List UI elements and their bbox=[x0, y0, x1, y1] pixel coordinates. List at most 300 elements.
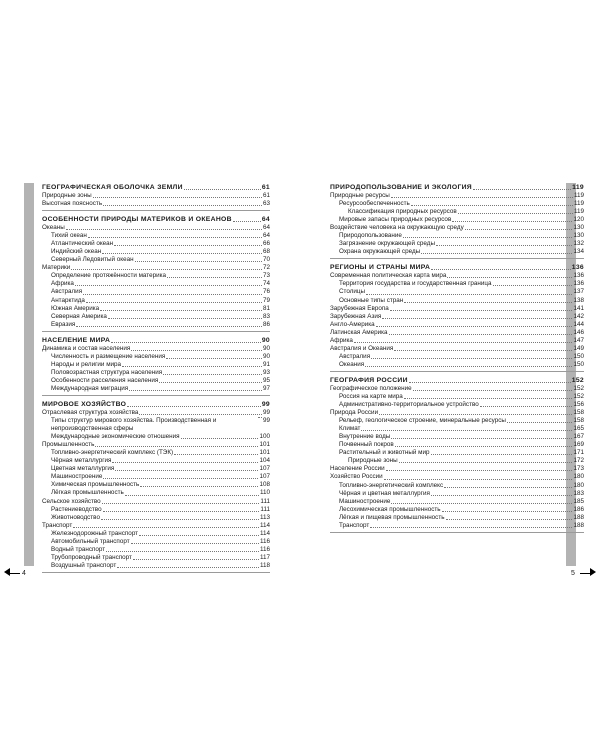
toc-entry-title: Северный Ледовитый океан bbox=[51, 256, 134, 264]
toc-entry bbox=[42, 554, 270, 562]
toc-entry bbox=[42, 297, 270, 305]
dot-leader bbox=[391, 197, 573, 198]
toc-section-heading bbox=[42, 183, 270, 192]
page-rule-left bbox=[8, 573, 20, 574]
dot-leader bbox=[480, 406, 573, 407]
dot-leader bbox=[386, 470, 573, 471]
toc-section bbox=[330, 263, 584, 372]
dot-leader bbox=[114, 245, 262, 246]
toc-entry-page: 99 bbox=[262, 417, 270, 425]
toc-section-heading bbox=[42, 215, 270, 224]
toc-entry bbox=[42, 200, 270, 208]
toc-entry bbox=[42, 449, 270, 457]
dot-leader bbox=[391, 438, 572, 439]
toc-entry bbox=[330, 401, 584, 409]
dot-leader bbox=[473, 189, 571, 190]
toc-entry-title: Особенности расселения населения bbox=[51, 376, 159, 384]
dot-leader bbox=[102, 253, 262, 254]
toc-entry bbox=[42, 473, 270, 481]
toc-entry-page: 61 bbox=[262, 192, 270, 199]
dot-leader bbox=[409, 382, 571, 383]
toc-entry-title: Растительный и животный мир bbox=[339, 449, 430, 457]
toc-entry-title: Промышленность bbox=[42, 441, 95, 449]
dot-leader bbox=[71, 269, 262, 270]
toc-entry-title: ГЕОГРАФИЯ РОССИИ bbox=[330, 376, 408, 384]
toc-entry-title: Чёрная и цветная металлургия bbox=[339, 489, 430, 497]
toc-entry bbox=[330, 297, 584, 305]
toc-entry-title: Материки bbox=[42, 264, 71, 272]
toc-entry-page: 158 bbox=[573, 417, 584, 425]
toc-section bbox=[330, 183, 584, 259]
dot-leader bbox=[399, 462, 573, 463]
dot-leader bbox=[101, 519, 259, 520]
toc-entry-page: 180 bbox=[573, 481, 584, 489]
toc-entry-page: 86 bbox=[262, 320, 270, 328]
dot-leader bbox=[122, 366, 262, 367]
dot-leader bbox=[135, 261, 262, 262]
dot-leader bbox=[354, 342, 573, 343]
toc-entry bbox=[42, 385, 270, 393]
toc-section-heading bbox=[42, 400, 270, 409]
toc-entry-title: Африка bbox=[51, 280, 74, 288]
toc-entry bbox=[42, 224, 270, 232]
toc-entry bbox=[42, 457, 270, 465]
toc-entry-page: 172 bbox=[573, 457, 584, 465]
toc-entry-title: Основные типы стран bbox=[339, 296, 404, 304]
toc-entry-title: Хозяйство России bbox=[330, 473, 383, 481]
dot-leader bbox=[493, 285, 573, 286]
toc-entry-title: Народы и религии мира bbox=[51, 360, 122, 368]
toc-entry-page: 173 bbox=[573, 465, 584, 473]
dot-leader bbox=[384, 479, 573, 480]
toc-entry-title: Внутренние воды bbox=[339, 433, 391, 441]
dot-leader bbox=[174, 454, 258, 455]
toc-entry-title: Англо-Америка bbox=[330, 320, 375, 328]
dot-leader bbox=[102, 503, 260, 504]
dot-leader bbox=[366, 294, 572, 295]
toc-section-heading bbox=[330, 376, 584, 385]
toc-entry-page: 150 bbox=[573, 352, 584, 360]
toc-entry-page: 136 bbox=[573, 280, 584, 288]
toc-entry-page: 137 bbox=[573, 288, 584, 296]
toc-entry-title: Водный транспорт bbox=[51, 545, 106, 553]
toc-entry-title: Чёрная металлургия bbox=[51, 457, 112, 465]
toc-entry-page: 138 bbox=[573, 296, 584, 304]
toc-entry bbox=[42, 353, 270, 361]
toc-entry bbox=[330, 305, 584, 313]
toc-entry bbox=[42, 377, 270, 385]
toc-entry bbox=[42, 417, 270, 433]
toc-entry bbox=[330, 288, 584, 296]
dot-leader bbox=[507, 422, 573, 423]
dot-leader bbox=[117, 567, 259, 568]
toc-entry bbox=[330, 224, 584, 232]
dot-leader bbox=[258, 417, 262, 418]
dot-leader bbox=[431, 495, 573, 496]
toc-entry-page: 147 bbox=[573, 336, 584, 344]
toc-entry-title: Охрана окружающей среды bbox=[339, 248, 421, 256]
toc-entry-page: 152 bbox=[573, 384, 584, 392]
dot-leader bbox=[365, 366, 572, 367]
dot-leader bbox=[390, 310, 573, 311]
toc-entry-page: 114 bbox=[259, 521, 270, 529]
toc-entry bbox=[42, 288, 270, 296]
dot-leader bbox=[411, 205, 573, 206]
toc-entry-page: 188 bbox=[573, 513, 584, 521]
toc-section bbox=[42, 400, 270, 573]
toc-entry-title: Рельеф, геологическое строение, минеральные ресурсы bbox=[339, 417, 506, 425]
toc-entry-page: 91 bbox=[262, 360, 270, 368]
dot-leader bbox=[93, 197, 262, 198]
toc-entry-page: 99 bbox=[261, 400, 270, 408]
page-marker-left bbox=[4, 568, 10, 576]
toc-section bbox=[42, 215, 270, 332]
toc-entry-title: Загрязнение окружающей среды bbox=[339, 240, 435, 248]
dot-leader bbox=[115, 470, 258, 471]
toc-entry-page: 167 bbox=[573, 433, 584, 441]
toc-right-content bbox=[330, 183, 584, 537]
toc-entry-page: 117 bbox=[259, 553, 270, 561]
toc-entry-title: Трубопроводный транспорт bbox=[51, 553, 132, 561]
toc-entry-title: Океаны bbox=[42, 224, 65, 232]
dot-leader bbox=[446, 519, 573, 520]
toc-entry bbox=[42, 481, 270, 489]
toc-entry-title: Африка bbox=[330, 336, 353, 344]
dot-leader bbox=[73, 527, 259, 528]
dot-leader bbox=[442, 511, 573, 512]
dot-leader bbox=[76, 326, 262, 327]
toc-entry-page: 61 bbox=[261, 184, 270, 191]
toc-entry-page: 120 bbox=[573, 216, 584, 224]
toc-entry-page: 141 bbox=[573, 304, 584, 312]
toc-entry bbox=[330, 506, 584, 514]
dot-leader bbox=[106, 551, 259, 552]
toc-entry-title: Динамика и состав населения bbox=[42, 344, 131, 352]
toc-entry bbox=[42, 305, 270, 313]
dot-leader bbox=[371, 358, 572, 359]
toc-entry-title: Природопользование bbox=[339, 232, 402, 240]
dot-leader bbox=[436, 245, 572, 246]
toc-entry bbox=[330, 425, 584, 433]
toc-entry bbox=[330, 248, 584, 256]
dot-leader bbox=[233, 221, 261, 222]
toc-entry-page: 185 bbox=[573, 497, 584, 505]
toc-entry-page: 110 bbox=[259, 489, 270, 497]
dot-leader bbox=[86, 302, 262, 303]
toc-entry bbox=[330, 321, 584, 329]
toc-entry-page: 99 bbox=[262, 408, 270, 416]
toc-entry-title: Лесохимическая промышленность bbox=[339, 505, 441, 513]
toc-entry-page: 130 bbox=[573, 232, 584, 240]
toc-left-content bbox=[42, 183, 270, 577]
toc-entry-page: 108 bbox=[259, 481, 270, 489]
toc-entry bbox=[42, 192, 270, 200]
dot-leader bbox=[133, 559, 259, 560]
toc-entry-title: Высотная поясность bbox=[42, 200, 103, 208]
dot-leader bbox=[403, 237, 573, 238]
toc-entry-title: Определение протяжённости материка bbox=[51, 272, 167, 280]
toc-entry-title: Железнодорожный транспорт bbox=[51, 529, 139, 537]
dot-leader bbox=[139, 535, 259, 536]
toc-entry bbox=[330, 337, 584, 345]
toc-entry bbox=[330, 449, 584, 457]
toc-entry bbox=[42, 522, 270, 530]
toc-section-heading bbox=[42, 336, 270, 345]
toc-entry-title: Половозрастная структура населения bbox=[51, 368, 163, 376]
toc-entry-title: Климат bbox=[339, 425, 361, 433]
toc-entry-page: 152 bbox=[571, 376, 584, 384]
toc-entry bbox=[330, 353, 584, 361]
toc-entry bbox=[330, 473, 584, 481]
toc-entry-page: 100 bbox=[259, 433, 270, 441]
dot-leader bbox=[95, 446, 258, 447]
toc-entry-page: 107 bbox=[259, 465, 270, 473]
toc-entry-page: 113 bbox=[259, 513, 270, 521]
toc-entry-page: 132 bbox=[573, 240, 584, 248]
dot-leader bbox=[125, 495, 259, 496]
toc-entry-page: 119 bbox=[573, 200, 584, 208]
toc-entry-title: Ресурсообеспеченность bbox=[339, 200, 410, 208]
toc-entry bbox=[330, 457, 584, 465]
dot-leader bbox=[83, 294, 262, 295]
toc-entry bbox=[42, 465, 270, 473]
toc-entry bbox=[330, 361, 584, 369]
toc-entry-page: 107 bbox=[259, 473, 270, 481]
toc-entry bbox=[42, 272, 270, 280]
toc-entry-title: Население России bbox=[330, 465, 385, 473]
dot-leader bbox=[395, 446, 573, 447]
toc-entry-title: Автомобильный транспорт bbox=[51, 537, 130, 545]
page-marker-right bbox=[590, 568, 596, 576]
toc-entry bbox=[42, 433, 270, 441]
toc-entry-title: ОСОБЕННОСТИ ПРИРОДЫ МАТЕРИКОВ И ОКЕАНОВ bbox=[42, 216, 232, 224]
toc-entry-title: Численность и размещение населения bbox=[51, 352, 166, 360]
toc-entry-page: 64 bbox=[261, 216, 270, 224]
dot-leader bbox=[431, 269, 571, 270]
toc-entry bbox=[42, 441, 270, 449]
toc-entry-page: 76 bbox=[262, 288, 270, 296]
toc-entry-title: Индийский океан bbox=[51, 248, 102, 256]
toc-entry-page: 136 bbox=[573, 272, 584, 280]
toc-entry-title: Воздействие человека на окружающую среду bbox=[330, 224, 464, 232]
toc-section-heading bbox=[330, 263, 584, 272]
toc-entry-page: 93 bbox=[262, 368, 270, 376]
toc-entry-page: 156 bbox=[573, 401, 584, 409]
toc-entry-page: 119 bbox=[573, 208, 584, 216]
dot-leader bbox=[431, 454, 573, 455]
toc-entry-title: Географическое положение bbox=[330, 384, 412, 392]
toc-entry-title: Воздушный транспорт bbox=[51, 561, 117, 569]
page-number-right: 5 bbox=[571, 570, 575, 577]
toc-entry bbox=[42, 361, 270, 369]
dot-leader bbox=[458, 213, 573, 214]
toc-entry bbox=[330, 345, 584, 353]
toc-entry bbox=[42, 498, 270, 506]
toc-entry bbox=[330, 385, 584, 393]
dot-leader bbox=[421, 253, 572, 254]
toc-entry-page: 146 bbox=[573, 328, 584, 336]
toc-entry-title: НАСЕЛЕНИЕ МИРА bbox=[42, 336, 111, 344]
toc-entry-title: Территория государства и государственная граница bbox=[339, 280, 492, 288]
toc-entry-title: Транспорт bbox=[339, 521, 370, 529]
toc-entry-page: 169 bbox=[573, 441, 584, 449]
toc-entry-title: Лёгкая и пищевая промышленность bbox=[339, 513, 445, 521]
toc-entry bbox=[330, 490, 584, 498]
toc-entry-page: 111 bbox=[260, 497, 270, 505]
toc-entry-page: 183 bbox=[573, 489, 584, 497]
toc-entry-title: Австралия bbox=[51, 288, 83, 296]
toc-entry-title: Почвенный покров bbox=[339, 441, 394, 449]
dot-leader bbox=[452, 221, 572, 222]
dot-leader bbox=[184, 189, 261, 190]
toc-entry bbox=[42, 313, 270, 321]
toc-entry-page: 101 bbox=[259, 441, 270, 449]
toc-entry-title: Транспорт bbox=[42, 521, 73, 529]
dot-leader bbox=[404, 398, 573, 399]
toc-entry bbox=[330, 272, 584, 280]
toc-entry-title: РЕГИОНЫ И СТРАНЫ МИРА bbox=[330, 264, 431, 272]
toc-entry bbox=[330, 417, 584, 425]
toc-entry-page: 72 bbox=[262, 264, 270, 272]
toc-entry bbox=[42, 514, 270, 522]
toc-entry-page: 171 bbox=[573, 449, 584, 457]
toc-entry bbox=[42, 345, 270, 353]
toc-entry bbox=[42, 280, 270, 288]
dot-leader bbox=[112, 462, 258, 463]
left-margin-bar bbox=[24, 183, 34, 566]
dot-leader bbox=[159, 382, 262, 383]
toc-entry-title: Тихий океан bbox=[51, 232, 87, 240]
toc-entry-title: Современная политическая карта мира bbox=[330, 272, 447, 280]
dot-leader bbox=[394, 350, 572, 351]
toc-entry-page: 116 bbox=[259, 545, 270, 553]
toc-entry bbox=[42, 530, 270, 538]
toc-entry-page: 119 bbox=[573, 192, 584, 199]
dot-leader bbox=[389, 334, 573, 335]
toc-entry-title: Цветная металлургия bbox=[51, 465, 115, 473]
page-number-left: 4 bbox=[22, 570, 26, 577]
toc-entry-title: Зарубежная Европа bbox=[330, 304, 389, 312]
toc-entry-title: Машиностроение bbox=[339, 497, 391, 505]
toc-entry bbox=[330, 514, 584, 522]
toc-entry bbox=[330, 522, 584, 530]
toc-entry bbox=[42, 489, 270, 497]
dot-leader bbox=[103, 478, 258, 479]
toc-entry-title: Административно-территориальное устройство bbox=[339, 401, 479, 409]
toc-section bbox=[42, 183, 270, 211]
toc-entry bbox=[330, 498, 584, 506]
dot-leader bbox=[413, 390, 573, 391]
dot-leader bbox=[379, 414, 572, 415]
toc-entry-title: Антарктида bbox=[51, 296, 85, 304]
toc-entry-title: Природные зоны bbox=[42, 192, 92, 199]
toc-entry-title: Растениеводство bbox=[51, 505, 102, 513]
dot-leader bbox=[370, 527, 572, 528]
toc-entry-page: 64 bbox=[262, 232, 270, 240]
toc-entry-page: 68 bbox=[262, 248, 270, 256]
toc-section bbox=[330, 376, 584, 533]
toc-entry bbox=[330, 329, 584, 337]
toc-entry-page: 165 bbox=[573, 425, 584, 433]
toc-entry-page: 74 bbox=[262, 280, 270, 288]
toc-entry-page: 119 bbox=[572, 184, 584, 191]
toc-entry-title: Зарубежная Азия bbox=[330, 312, 382, 320]
dot-leader bbox=[404, 302, 572, 303]
toc-entry-title: Океания bbox=[339, 360, 365, 368]
toc-entry-page: 70 bbox=[262, 256, 270, 264]
toc-entry-title: Сельское хозяйство bbox=[42, 497, 101, 505]
toc-entry-page: 90 bbox=[262, 344, 270, 352]
dot-leader bbox=[163, 374, 262, 375]
toc-entry-title: Классификация природных ресурсов bbox=[348, 208, 457, 216]
toc-entry-title: Россия на карте мира bbox=[339, 392, 403, 400]
page-rule-right bbox=[580, 573, 590, 574]
dot-leader bbox=[361, 430, 572, 431]
toc-entry-page: 130 bbox=[573, 224, 584, 232]
toc-entry-page: 104 bbox=[259, 457, 270, 465]
toc-entry bbox=[42, 562, 270, 570]
dot-leader bbox=[88, 237, 262, 238]
dot-leader bbox=[382, 318, 572, 319]
toc-entry-page: 158 bbox=[573, 409, 584, 417]
toc-entry bbox=[330, 208, 584, 216]
toc-entry-page: 116 bbox=[259, 537, 270, 545]
dot-leader bbox=[447, 277, 572, 278]
dot-leader bbox=[444, 487, 572, 488]
toc-entry bbox=[330, 393, 584, 401]
toc-entry-page: 186 bbox=[573, 505, 584, 513]
toc-entry-title: Латинская Америка bbox=[330, 328, 388, 336]
toc-entry-title: Международные экономические отношения bbox=[51, 433, 180, 441]
dot-leader bbox=[108, 318, 262, 319]
toc-entry bbox=[330, 482, 584, 490]
toc-entry-page: 142 bbox=[573, 312, 584, 320]
dot-leader bbox=[167, 277, 262, 278]
toc-entry bbox=[42, 538, 270, 546]
toc-entry-page: 134 bbox=[573, 248, 584, 256]
dot-leader bbox=[129, 390, 262, 391]
toc-entry-page: 66 bbox=[262, 240, 270, 248]
toc-entry-title: Южная Америка bbox=[51, 304, 100, 312]
toc-entry-page: 64 bbox=[262, 224, 270, 232]
toc-entry-title: Северная Америка bbox=[51, 312, 107, 320]
toc-entry-page: 79 bbox=[262, 296, 270, 304]
toc-entry-title: Машиностроение bbox=[51, 473, 103, 481]
toc-entry-title: МИРОВОЕ ХОЗЯЙСТВО bbox=[42, 400, 127, 408]
dot-leader bbox=[111, 342, 261, 343]
dot-leader bbox=[100, 310, 262, 311]
toc-entry bbox=[330, 313, 584, 321]
toc-entry-page: 97 bbox=[262, 384, 270, 392]
dot-leader bbox=[376, 326, 573, 327]
toc-entry-page: 83 bbox=[262, 312, 270, 320]
toc-entry-page: 90 bbox=[262, 352, 270, 360]
dot-leader bbox=[131, 543, 259, 544]
toc-entry-page: 73 bbox=[262, 272, 270, 280]
toc-entry-title: Отраслевая структура хозяйства bbox=[42, 408, 139, 416]
dot-leader bbox=[103, 511, 260, 512]
toc-entry-title: Столицы bbox=[339, 288, 366, 296]
toc-entry bbox=[330, 216, 584, 224]
dot-leader bbox=[166, 358, 262, 359]
toc-entry-title: Мировые запасы природных ресурсов bbox=[339, 216, 452, 224]
toc-entry-title: Евразия bbox=[51, 320, 76, 328]
toc-entry-title: Природные зоны bbox=[348, 457, 398, 465]
toc-entry-page: 150 bbox=[573, 360, 584, 368]
toc-entry-page: 180 bbox=[573, 473, 584, 481]
toc-entry-title: Австралия и Океания bbox=[330, 344, 394, 352]
dot-leader bbox=[140, 486, 258, 487]
